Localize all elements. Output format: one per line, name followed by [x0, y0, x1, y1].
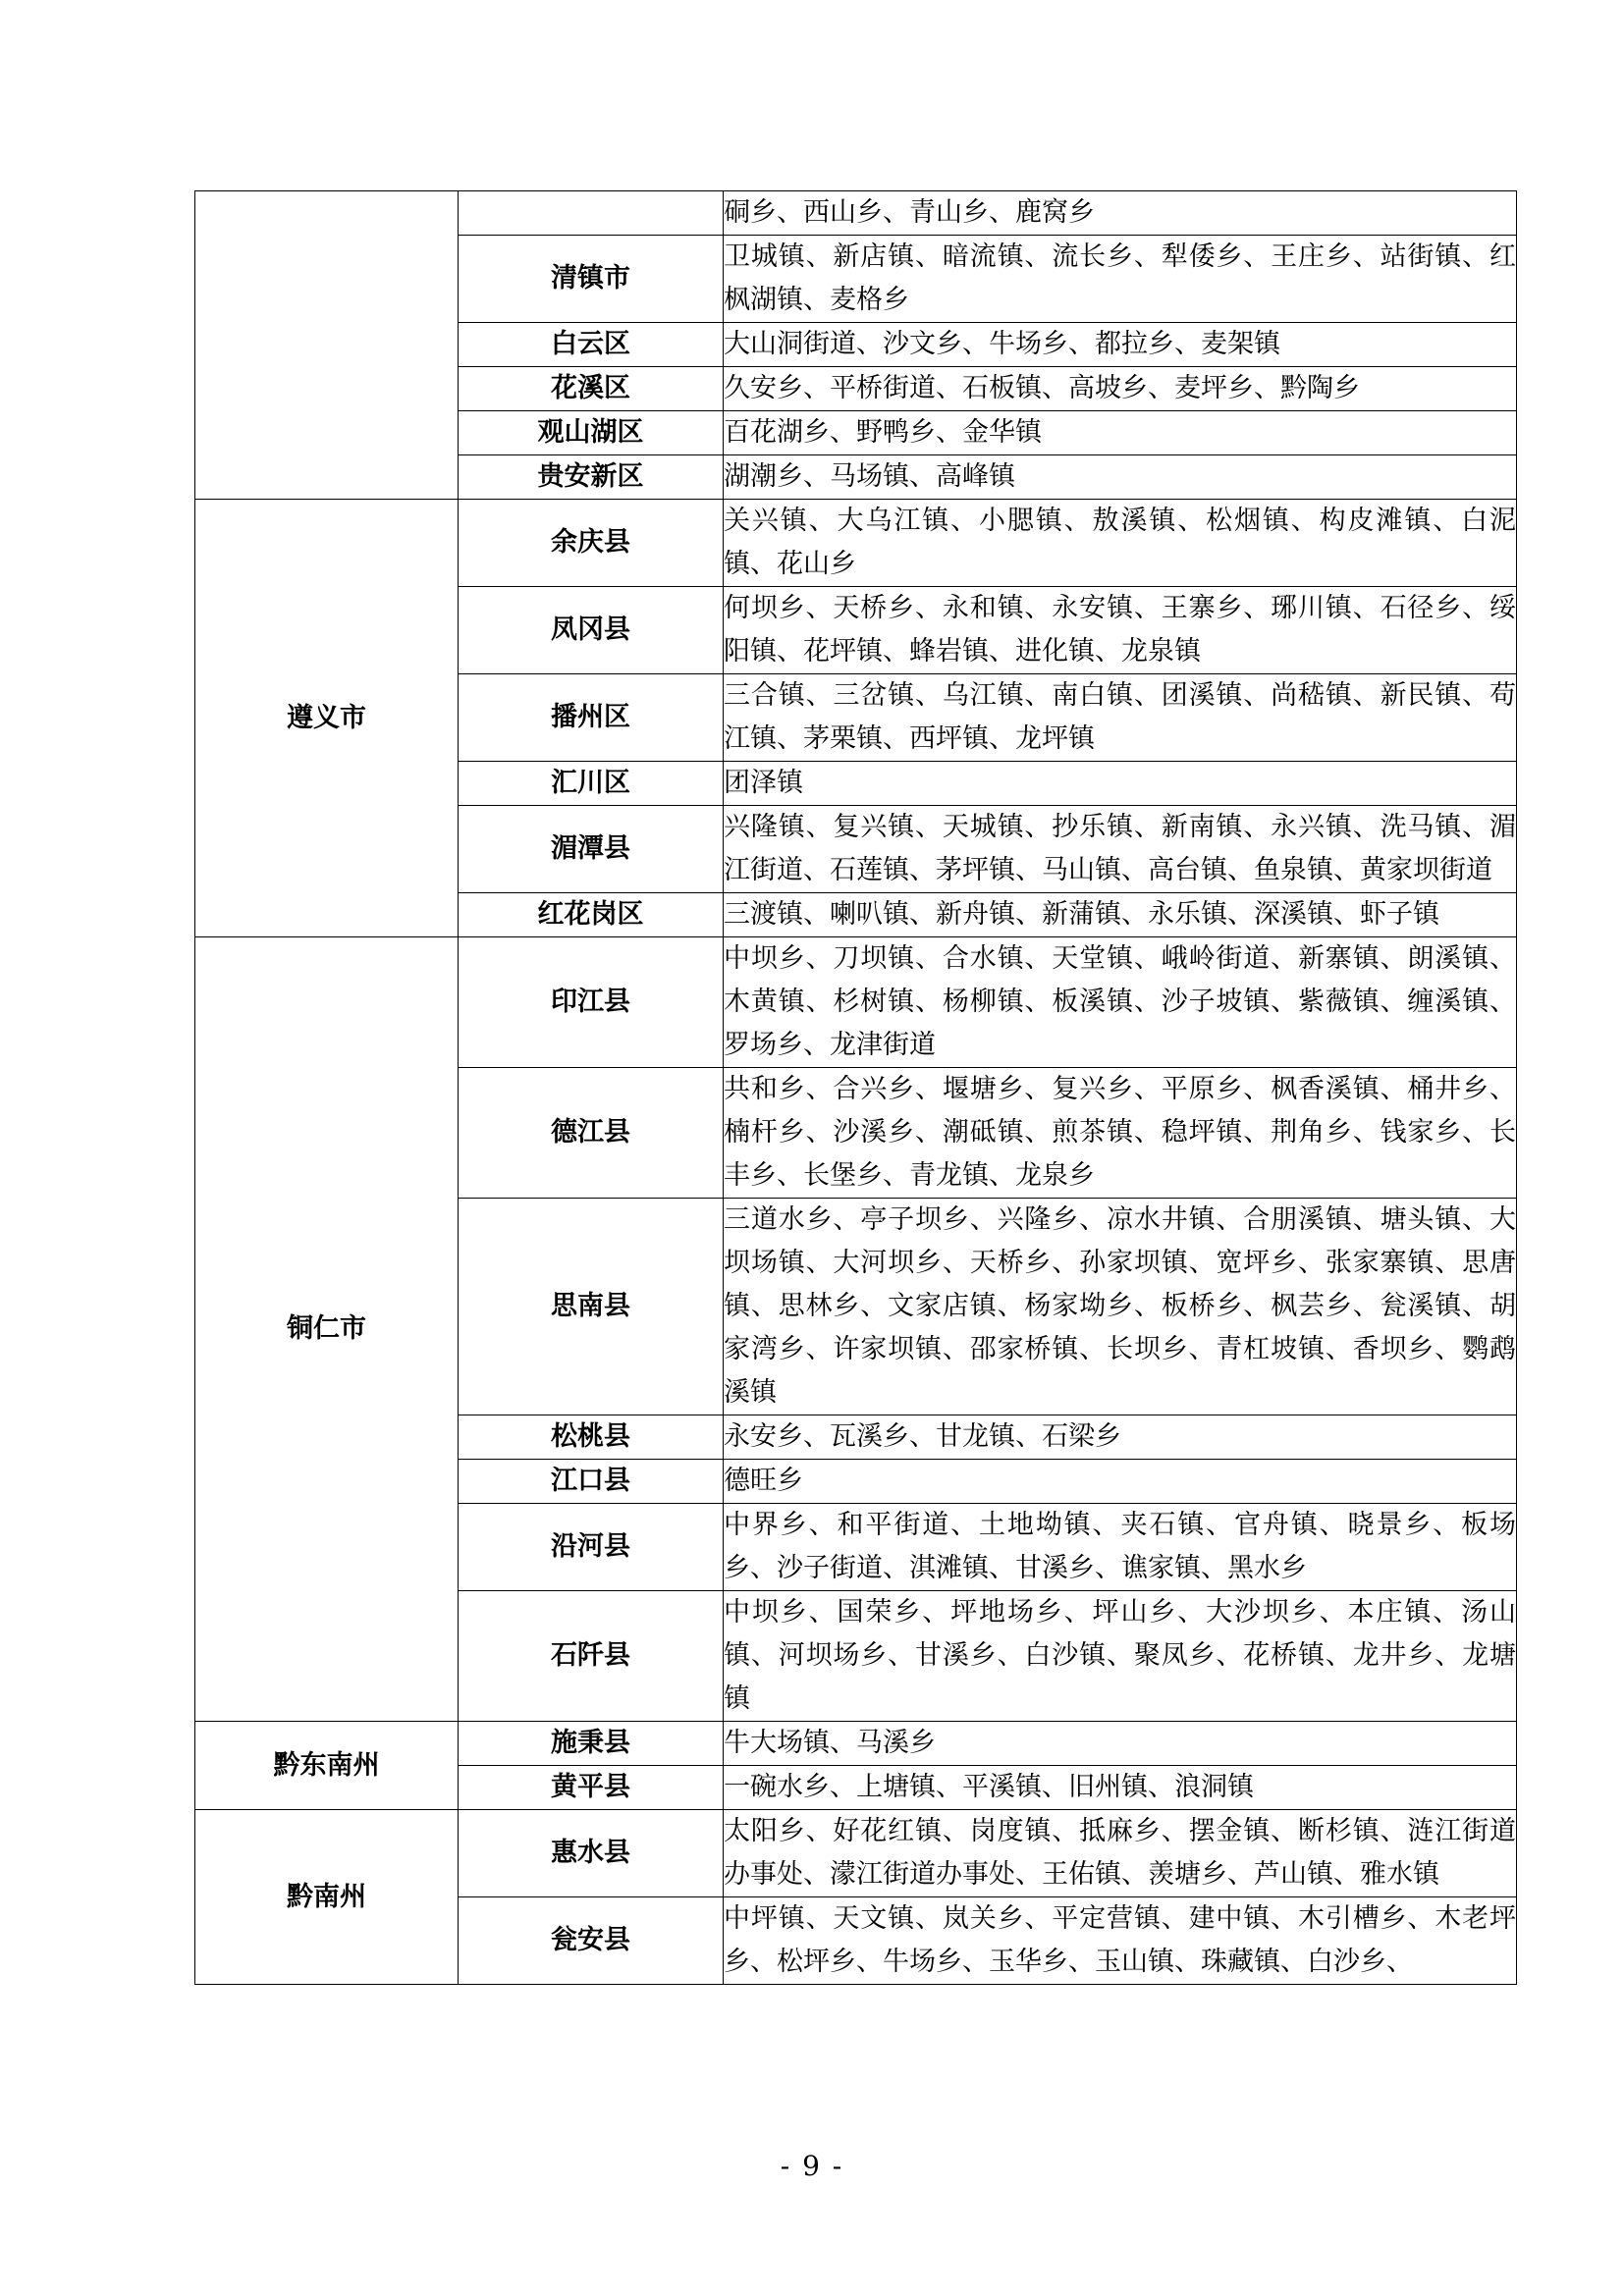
towns-cell: 中坝乡、刀坝镇、合水镇、天堂镇、峨岭街道、新寨镇、朗溪镇、木黄镇、杉树镇、杨柳镇、板溪镇、沙子坡镇、紫薇镇、缠溪镇、罗场乡、龙津街道: [724, 937, 1517, 1068]
county-cell: 沿河县: [459, 1504, 724, 1591]
towns-cell: 团泽镇: [724, 762, 1517, 806]
towns-cell: 卫城镇、新店镇、暗流镇、流长乡、犁倭乡、王庄乡、站街镇、红枫湖镇、麦格乡: [724, 236, 1517, 323]
towns-cell: 德旺乡: [724, 1460, 1517, 1504]
towns-cell: 硐乡、西山乡、青山乡、鹿窝乡: [724, 191, 1517, 236]
towns-cell: 共和乡、合兴乡、堰塘乡、复兴乡、平原乡、枫香溪镇、桶井乡、楠杆乡、沙溪乡、潮砥镇、煎茶镇、稳坪镇、荆角乡、钱家乡、长丰乡、长堡乡、青龙镇、龙泉乡: [724, 1068, 1517, 1199]
city-cell: 铜仁市: [195, 937, 459, 1722]
city-cell: 黔南州: [195, 1810, 459, 1985]
towns-cell: 中界乡、和平街道、土地坳镇、夹石镇、官舟镇、晓景乡、板场乡、沙子街道、淇滩镇、甘溪乡、谯家镇、黑水乡: [724, 1504, 1517, 1591]
city-cell-continued: [195, 191, 459, 500]
table-row: [195, 937, 1517, 1068]
county-cell: 清镇市: [459, 236, 724, 323]
table-row: [195, 1810, 1517, 1897]
towns-cell: 大山洞街道、沙文乡、牛场乡、都拉乡、麦架镇: [724, 323, 1517, 367]
county-cell: 瓮安县: [459, 1897, 724, 1985]
towns-cell: 关兴镇、大乌江镇、小腮镇、敖溪镇、松烟镇、构皮滩镇、白泥镇、花山乡: [724, 500, 1517, 587]
county-cell: 德江县: [459, 1068, 724, 1199]
county-cell: 余庆县: [459, 500, 724, 587]
towns-cell: 久安乡、平桥街道、石板镇、高坡乡、麦坪乡、黔陶乡: [724, 367, 1517, 411]
towns-cell: 湖潮乡、马场镇、高峰镇: [724, 455, 1517, 500]
county-cell: 白云区: [459, 323, 724, 367]
county-cell: [459, 191, 724, 236]
towns-cell: 何坝乡、天桥乡、永和镇、永安镇、王寨乡、琊川镇、石径乡、绥阳镇、花坪镇、蜂岩镇、进化镇、龙泉镇: [724, 587, 1517, 674]
county-cell: 观山湖区: [459, 411, 724, 455]
towns-cell: 三道水乡、亭子坝乡、兴隆乡、凉水井镇、合朋溪镇、塘头镇、大坝场镇、大河坝乡、天桥乡、孙家坝镇、宽坪乡、张家寨镇、思唐镇、思林乡、文家店镇、杨家坳乡、板桥乡、枫芸乡、瓮溪镇、胡家湾乡、许家坝镇、邵家桥镇、长坝乡、青杠坡镇、香坝乡、鹦鹉溪镇: [724, 1199, 1517, 1415]
towns-cell: 中坝乡、国荣乡、坪地场乡、坪山乡、大沙坝乡、本庄镇、汤山镇、河坝场乡、甘溪乡、白沙镇、聚凤乡、花桥镇、龙井乡、龙塘镇: [724, 1591, 1517, 1722]
county-cell: 凤冈县: [459, 587, 724, 674]
table-row: [195, 1722, 1517, 1766]
towns-cell: 永安乡、瓦溪乡、甘龙镇、石梁乡: [724, 1415, 1517, 1460]
county-cell: 江口县: [459, 1460, 724, 1504]
table-row: [195, 500, 1517, 587]
page-number: - 9 -: [780, 2150, 844, 2182]
towns-cell: 百花湖乡、野鸭乡、金华镇: [724, 411, 1517, 455]
county-cell: 印江县: [459, 937, 724, 1068]
county-cell: 贵安新区: [459, 455, 724, 500]
towns-cell: 三渡镇、喇叭镇、新舟镇、新蒲镇、永乐镇、深溪镇、虾子镇: [724, 893, 1517, 937]
county-cell: 松桃县: [459, 1415, 724, 1460]
region-town-table: [194, 190, 1517, 1985]
towns-cell: 三合镇、三岔镇、乌江镇、南白镇、团溪镇、尚嵇镇、新民镇、苟江镇、茅栗镇、西坪镇、龙坪镇: [724, 674, 1517, 762]
city-cell: 黔东南州: [195, 1722, 459, 1810]
towns-cell: 中坪镇、天文镇、岚关乡、平定营镇、建中镇、木引槽乡、木老坪乡、松坪乡、牛场乡、玉华乡、玉山镇、珠藏镇、白沙乡、: [724, 1897, 1517, 1985]
county-cell: 汇川区: [459, 762, 724, 806]
county-cell: 惠水县: [459, 1810, 724, 1897]
county-cell: 播州区: [459, 674, 724, 762]
county-cell: 花溪区: [459, 367, 724, 411]
city-cell: 遵义市: [195, 500, 459, 937]
towns-cell: 兴隆镇、复兴镇、天城镇、抄乐镇、新南镇、永兴镇、洗马镇、湄江街道、石莲镇、茅坪镇、马山镇、高台镇、鱼泉镇、黄家坝街道: [724, 806, 1517, 893]
towns-cell: 牛大场镇、马溪乡: [724, 1722, 1517, 1766]
county-cell: 石阡县: [459, 1591, 724, 1722]
county-cell: 湄潭县: [459, 806, 724, 893]
county-cell: 红花岗区: [459, 893, 724, 937]
towns-cell: 太阳乡、好花红镇、岗度镇、抵麻乡、摆金镇、断杉镇、涟江街道办事处、濛江街道办事处、王佑镇、羡塘乡、芦山镇、雅水镇: [724, 1810, 1517, 1897]
towns-cell: 一碗水乡、上塘镇、平溪镇、旧州镇、浪洞镇: [724, 1766, 1517, 1810]
county-cell: 思南县: [459, 1199, 724, 1415]
county-cell: 施秉县: [459, 1722, 724, 1766]
table-row: [195, 191, 1517, 236]
county-cell: 黄平县: [459, 1766, 724, 1810]
